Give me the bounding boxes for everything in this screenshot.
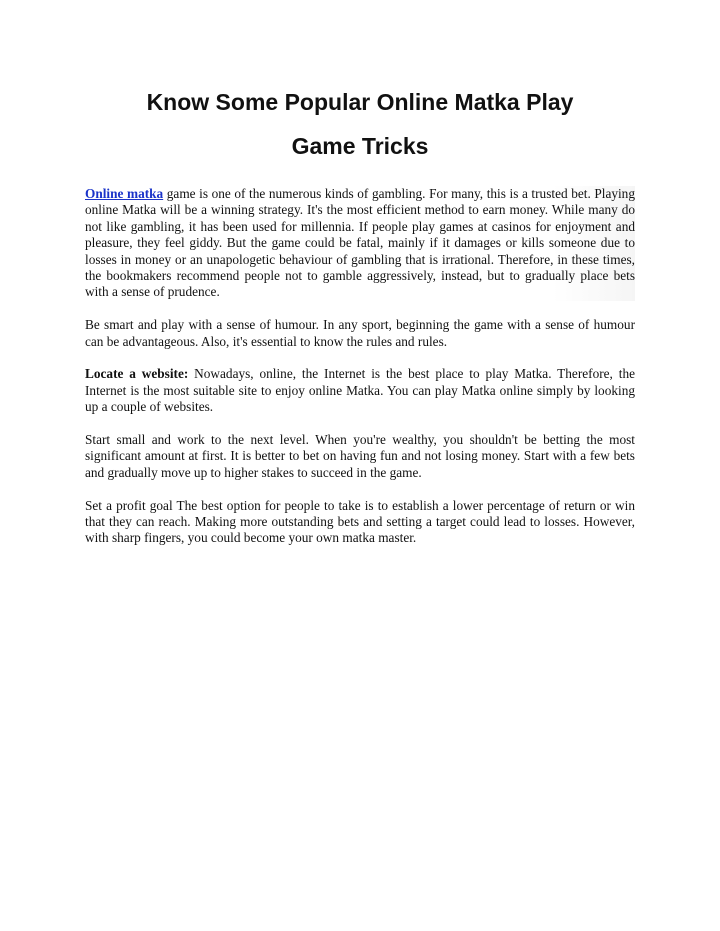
paragraph-start-small-text: Start small and work to the next level. When you're wealthy, you shouldn't be betting the most significant amount at first. It is better to bet on having fun and not losing money. Start with a few bets and gradually move up to higher stakes to succeed in the game.	[85, 432, 635, 480]
paragraph-start-small	[85, 432, 635, 481]
paragraph-website-text: Nowadays, online, the Internet is the best place to play Matka. Therefore, the Internet is the most suitable site to enjoy online Matka. You can play Matka online simply by looking up a couple of websites.	[85, 366, 635, 415]
paragraph-humour-text: Be smart and play with a sense of humour. In any sport, beginning the game with a sense of humour can be advantageous. Also, it's essential to know the rules and rules.	[85, 317, 635, 349]
title-line-2: Game Tricks	[291, 133, 429, 159]
paragraph-website	[85, 366, 635, 415]
title-line-1: Know Some Popular Online Matka Play	[146, 89, 574, 115]
article-body	[85, 186, 635, 563]
page-title	[84, 80, 636, 168]
paragraph-intro-text: game is one of the numerous kinds of gambling. For many, this is a trusted bet. Playing online Matka will be a winning strategy. It's the most efficient method to earn money. While many do not like gambling, it has been used for millennia. If people play games at casinos for enjoyment and pleasure, they feel giddy. But the game could be fatal, mainly if it damages or kills someone due to losses in money or an unapologetic behaviour of gambling that is irrational. Therefore, in these times, the bookmakers recommend people not to gamble aggressively, instead, but to gradually place bets with a sense of prudence.	[85, 186, 635, 300]
paragraph-website-lead: Locate a website:	[85, 366, 189, 382]
paragraph-profit-goal	[85, 498, 635, 547]
paragraph-humour	[85, 317, 635, 350]
online-matka-link[interactable]: Online matka	[85, 186, 164, 201]
paragraph-intro	[85, 186, 635, 301]
paragraph-profit-goal-text: Set a profit goal The best option for people to take is to establish a lower percentage of return or win that they can reach. Making more outstanding bets and setting a target could lead to losses. However, with sharp fingers, you could become your own matka master.	[85, 497, 635, 546]
